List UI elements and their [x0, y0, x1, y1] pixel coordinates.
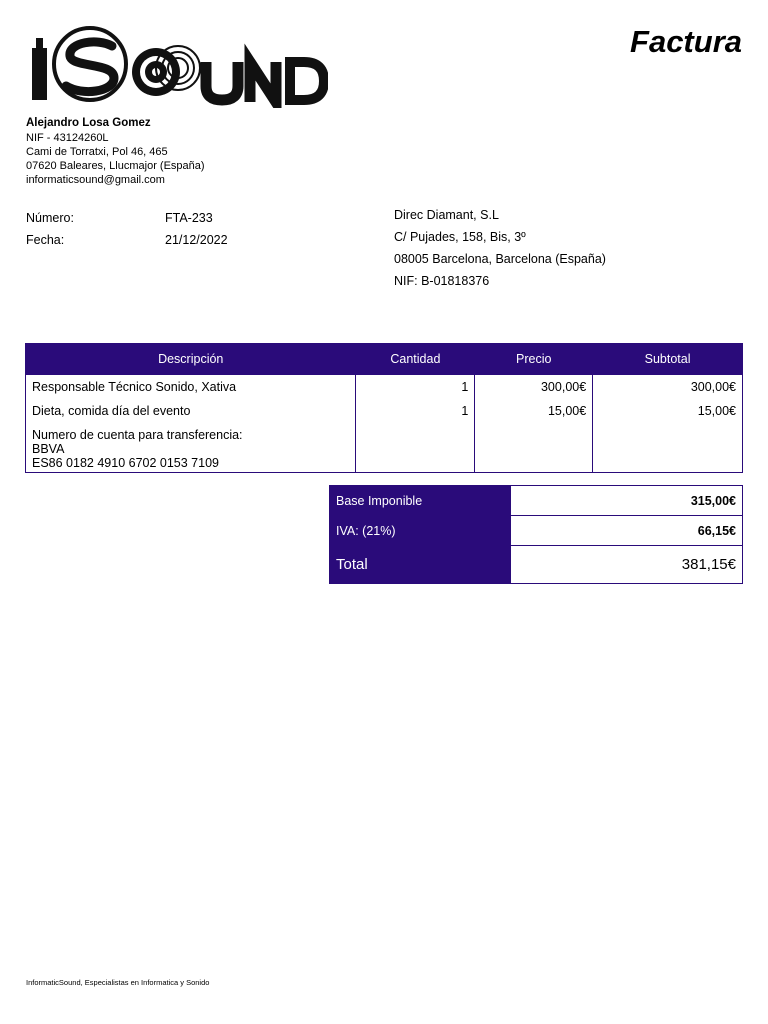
client-address-line-1: C/ Pujades, 158, Bis, 3º — [394, 230, 526, 244]
client-name: Direc Diamant, S.L — [394, 208, 499, 222]
payment-note-line: Numero de cuenta para transferencia: — [32, 428, 243, 442]
invoice-meta — [26, 207, 228, 251]
item-quantity: 1 — [461, 380, 469, 394]
totals-row-total — [330, 546, 743, 584]
iva-label: IVA: (21%) — [330, 516, 511, 546]
isound-logo — [28, 24, 328, 108]
header-quantity: Cantidad — [356, 344, 475, 375]
total-value: 381,15€ — [511, 546, 743, 584]
iva-value: 66,15€ — [511, 516, 743, 546]
item-description: Dieta, comida día del evento — [32, 404, 191, 418]
payment-note-line: BBVA — [32, 442, 65, 456]
item-description: Responsable Técnico Sonido, Xativa — [32, 380, 237, 394]
item-subtotal: 300,00€ — [690, 380, 736, 394]
header-description: Descripción — [26, 344, 356, 375]
payment-note-line: ES86 0182 4910 6702 0153 7109 — [32, 456, 219, 470]
item-quantity: 1 — [461, 404, 469, 418]
totals-table — [329, 485, 743, 584]
issuer-address-line-2: 07620 Baleares, Llucmajor (España) — [26, 160, 205, 172]
row-cell-subtotal — [593, 375, 743, 471]
base-label: Base Imponible — [330, 486, 511, 516]
issuer-nif: NIF - 43124260L — [26, 132, 109, 144]
item-price: 15,00€ — [547, 404, 587, 418]
base-value: 315,00€ — [511, 486, 743, 516]
row-cell-price — [475, 375, 593, 471]
issuer-email: informaticsound@gmail.com — [26, 174, 165, 186]
totals-row-iva — [330, 516, 743, 546]
total-label: Total — [330, 546, 511, 584]
items-header-row — [26, 344, 743, 375]
issuer-address-line-1: Cami de Torratxi, Pol 46, 465 — [26, 146, 168, 158]
issuer-block — [26, 116, 205, 187]
item-subtotal: 15,00€ — [697, 404, 736, 418]
footer-text: InformaticSound, Especialistas en Informatica y Sonido — [26, 978, 210, 987]
client-address-line-2: 08005 Barcelona, Barcelona (España) — [394, 252, 606, 266]
totals-row-base — [330, 486, 743, 516]
header-subtotal: Subtotal — [593, 344, 743, 375]
items-table — [25, 343, 743, 473]
invoice-date-label: Fecha: — [26, 233, 65, 247]
invoice-date: 21/12/2022 — [165, 233, 228, 247]
client-block — [394, 204, 606, 292]
header-price: Precio — [475, 344, 593, 375]
row-cell-quantity — [356, 375, 475, 471]
invoice-number: FTA-233 — [165, 211, 213, 225]
client-nif: NIF: B-01818376 — [394, 274, 490, 288]
table-row-end — [26, 470, 743, 473]
issuer-name: Alejandro Losa Gomez — [26, 117, 151, 129]
document-title: Factura — [630, 24, 742, 59]
invoice-number-label: Número: — [26, 211, 74, 225]
row-cell-description — [26, 375, 356, 471]
table-row — [26, 375, 743, 471]
item-price: 300,00€ — [540, 380, 587, 394]
